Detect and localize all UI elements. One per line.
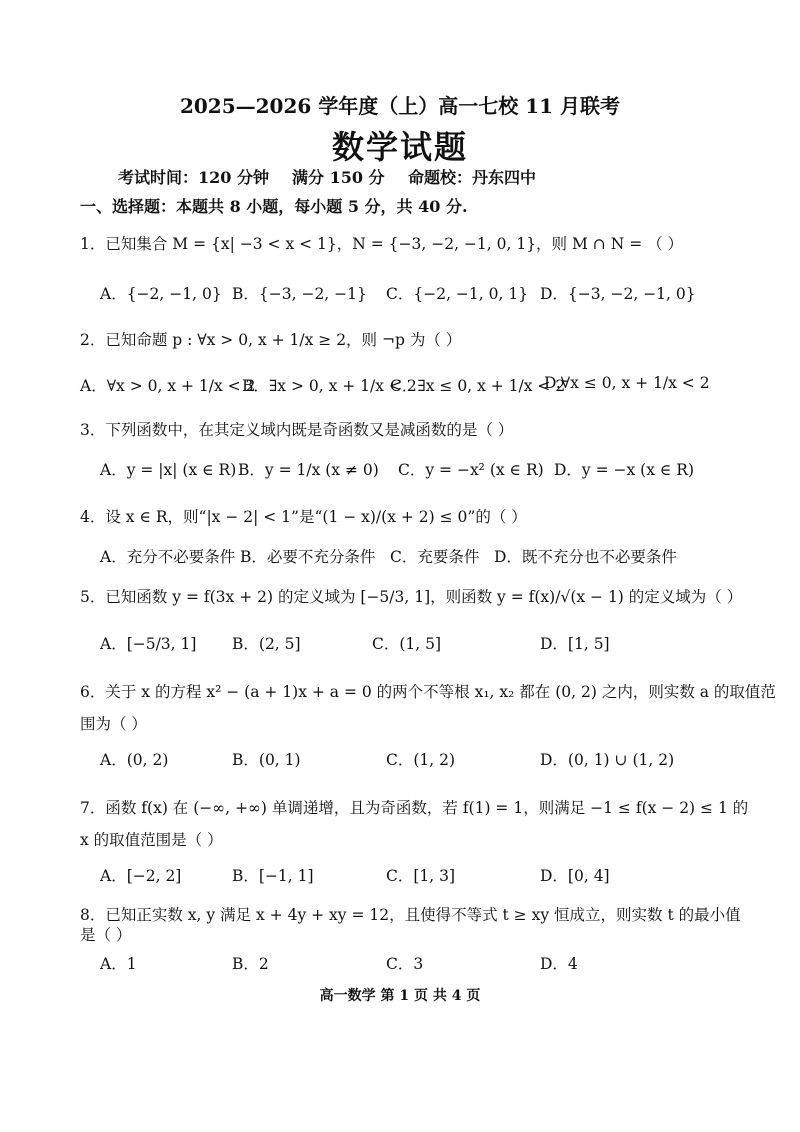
question-2-option-c: C．∃x ≤ 0, x + 1/x < 2: [390, 377, 566, 395]
question-7-stem-cont: x 的取值范围是（ ）: [80, 831, 223, 849]
question-3-option-d: D．y = −x (x ∈ R): [554, 461, 695, 479]
exam-time: 考试时间：120 分钟: [118, 168, 269, 187]
question-6-option-a: A．(0, 2): [100, 751, 169, 769]
question-6-stem-cont: 围为（ ）: [80, 715, 147, 733]
question-5-option-d: D．[1, 5]: [540, 635, 610, 653]
question-2-option-d: D.∀x ≤ 0, x + 1/x < 2: [544, 374, 710, 392]
question-5-option-b: B．(2, 5]: [232, 635, 301, 653]
question-4-stem: 4．设 x ∈ R，则“|x − 2| < 1”是“(1 − x)/(x + 2) ≤ 0”的（ ）: [80, 508, 527, 526]
question-6-option-d: D．(0, 1) ∪ (1, 2): [540, 751, 675, 769]
question-8-stem-cont: 是（ ）: [80, 926, 132, 944]
question-1-option-a: A．{−2, −1, 0}: [100, 285, 222, 303]
question-8-stem: 8．已知正实数 x, y 满足 x + 4y + xy = 12，且使得不等式 t ≥ xy 恒成立，则实数 t 的最小值: [80, 906, 741, 924]
question-8-option-a: A．1: [100, 955, 137, 973]
question-1-option-c: C．{−2, −1, 0, 1}: [386, 285, 529, 303]
question-2-option-b: B．∃x > 0, x + 1/x < 2: [242, 377, 417, 395]
question-8-option-b: B．2: [232, 955, 269, 973]
page-footer: 高一数学 第 1 页 共 4 页: [319, 988, 481, 1004]
exam-title: 2025—2026 学年度（上）高一七校 11 月联考: [179, 94, 621, 118]
question-3-stem: 3．下列函数中，在其定义域内既是奇函数又是减函数的是（ ）: [80, 421, 514, 439]
question-7-option-c: C．[1, 3]: [386, 867, 456, 885]
question-4-option-d: D．既不充分也不必要条件: [494, 548, 677, 566]
exam-school: 命题校：丹东四中: [408, 168, 537, 187]
question-7-option-a: A．[−2, 2]: [100, 867, 182, 885]
question-4-option-c: C．充要条件: [390, 548, 480, 566]
question-2-stem: 2．已知命题 p : ∀x > 0, x + 1/x ≥ 2，则 ¬p 为（ ）: [80, 331, 462, 349]
full-score: 满分 150 分: [292, 168, 385, 187]
question-5-option-a: A．[−5/3, 1]: [100, 635, 197, 653]
question-6-stem: 6．关于 x 的方程 x² − (a + 1)x + a = 0 的两个不等根 x₁, x₂ 都在 (0, 2) 之内，则实数 a 的取值范: [80, 683, 776, 701]
question-5-stem: 5．已知函数 y = f(3x + 2) 的定义域为 [−5/3, 1]，则函数 y = f(x)/√(x − 1) 的定义域为（ ）: [80, 588, 743, 606]
question-4-option-b: B．必要不充分条件: [240, 548, 376, 566]
question-1-option-b: B．{−3, −2, −1}: [232, 285, 367, 303]
question-5-option-c: C．(1, 5]: [372, 635, 442, 653]
exam-subtitle: 数学试题: [331, 128, 468, 166]
question-8-option-d: D．4: [540, 955, 578, 973]
question-1-stem: 1．已知集合 M = {x| −3 < x < 1}，N = {−3, −2, −1, 0, 1}，则 M ∩ N = （ ）: [80, 235, 684, 253]
question-2-option-a: A．∀x > 0, x + 1/x < 2: [80, 377, 256, 395]
question-1-option-d: D．{−3, −2, −1, 0}: [540, 285, 696, 303]
question-4-option-a: A．充分不必要条件: [100, 548, 236, 566]
question-7-option-b: B．[−1, 1]: [232, 867, 314, 885]
question-7-option-d: D．[0, 4]: [540, 867, 610, 885]
question-3-option-b: B．y = 1/x (x ≠ 0): [238, 461, 379, 479]
question-6-option-c: C．(1, 2): [386, 751, 456, 769]
question-7-stem: 7．函数 f(x) 在 (−∞, +∞) 单调递增，且为奇函数，若 f(1) = 1，则满足 −1 ≤ f(x − 2) ≤ 1 的: [80, 799, 749, 817]
section-heading: 一、选择题：本题共 8 小题，每小题 5 分，共 40 分.: [80, 197, 468, 216]
question-3-option-c: C．y = −x² (x ∈ R): [398, 461, 544, 479]
question-8-option-c: C．3: [386, 955, 424, 973]
question-3-option-a: A．y = |x| (x ∈ R): [100, 461, 237, 479]
question-6-option-b: B．(0, 1): [232, 751, 301, 769]
